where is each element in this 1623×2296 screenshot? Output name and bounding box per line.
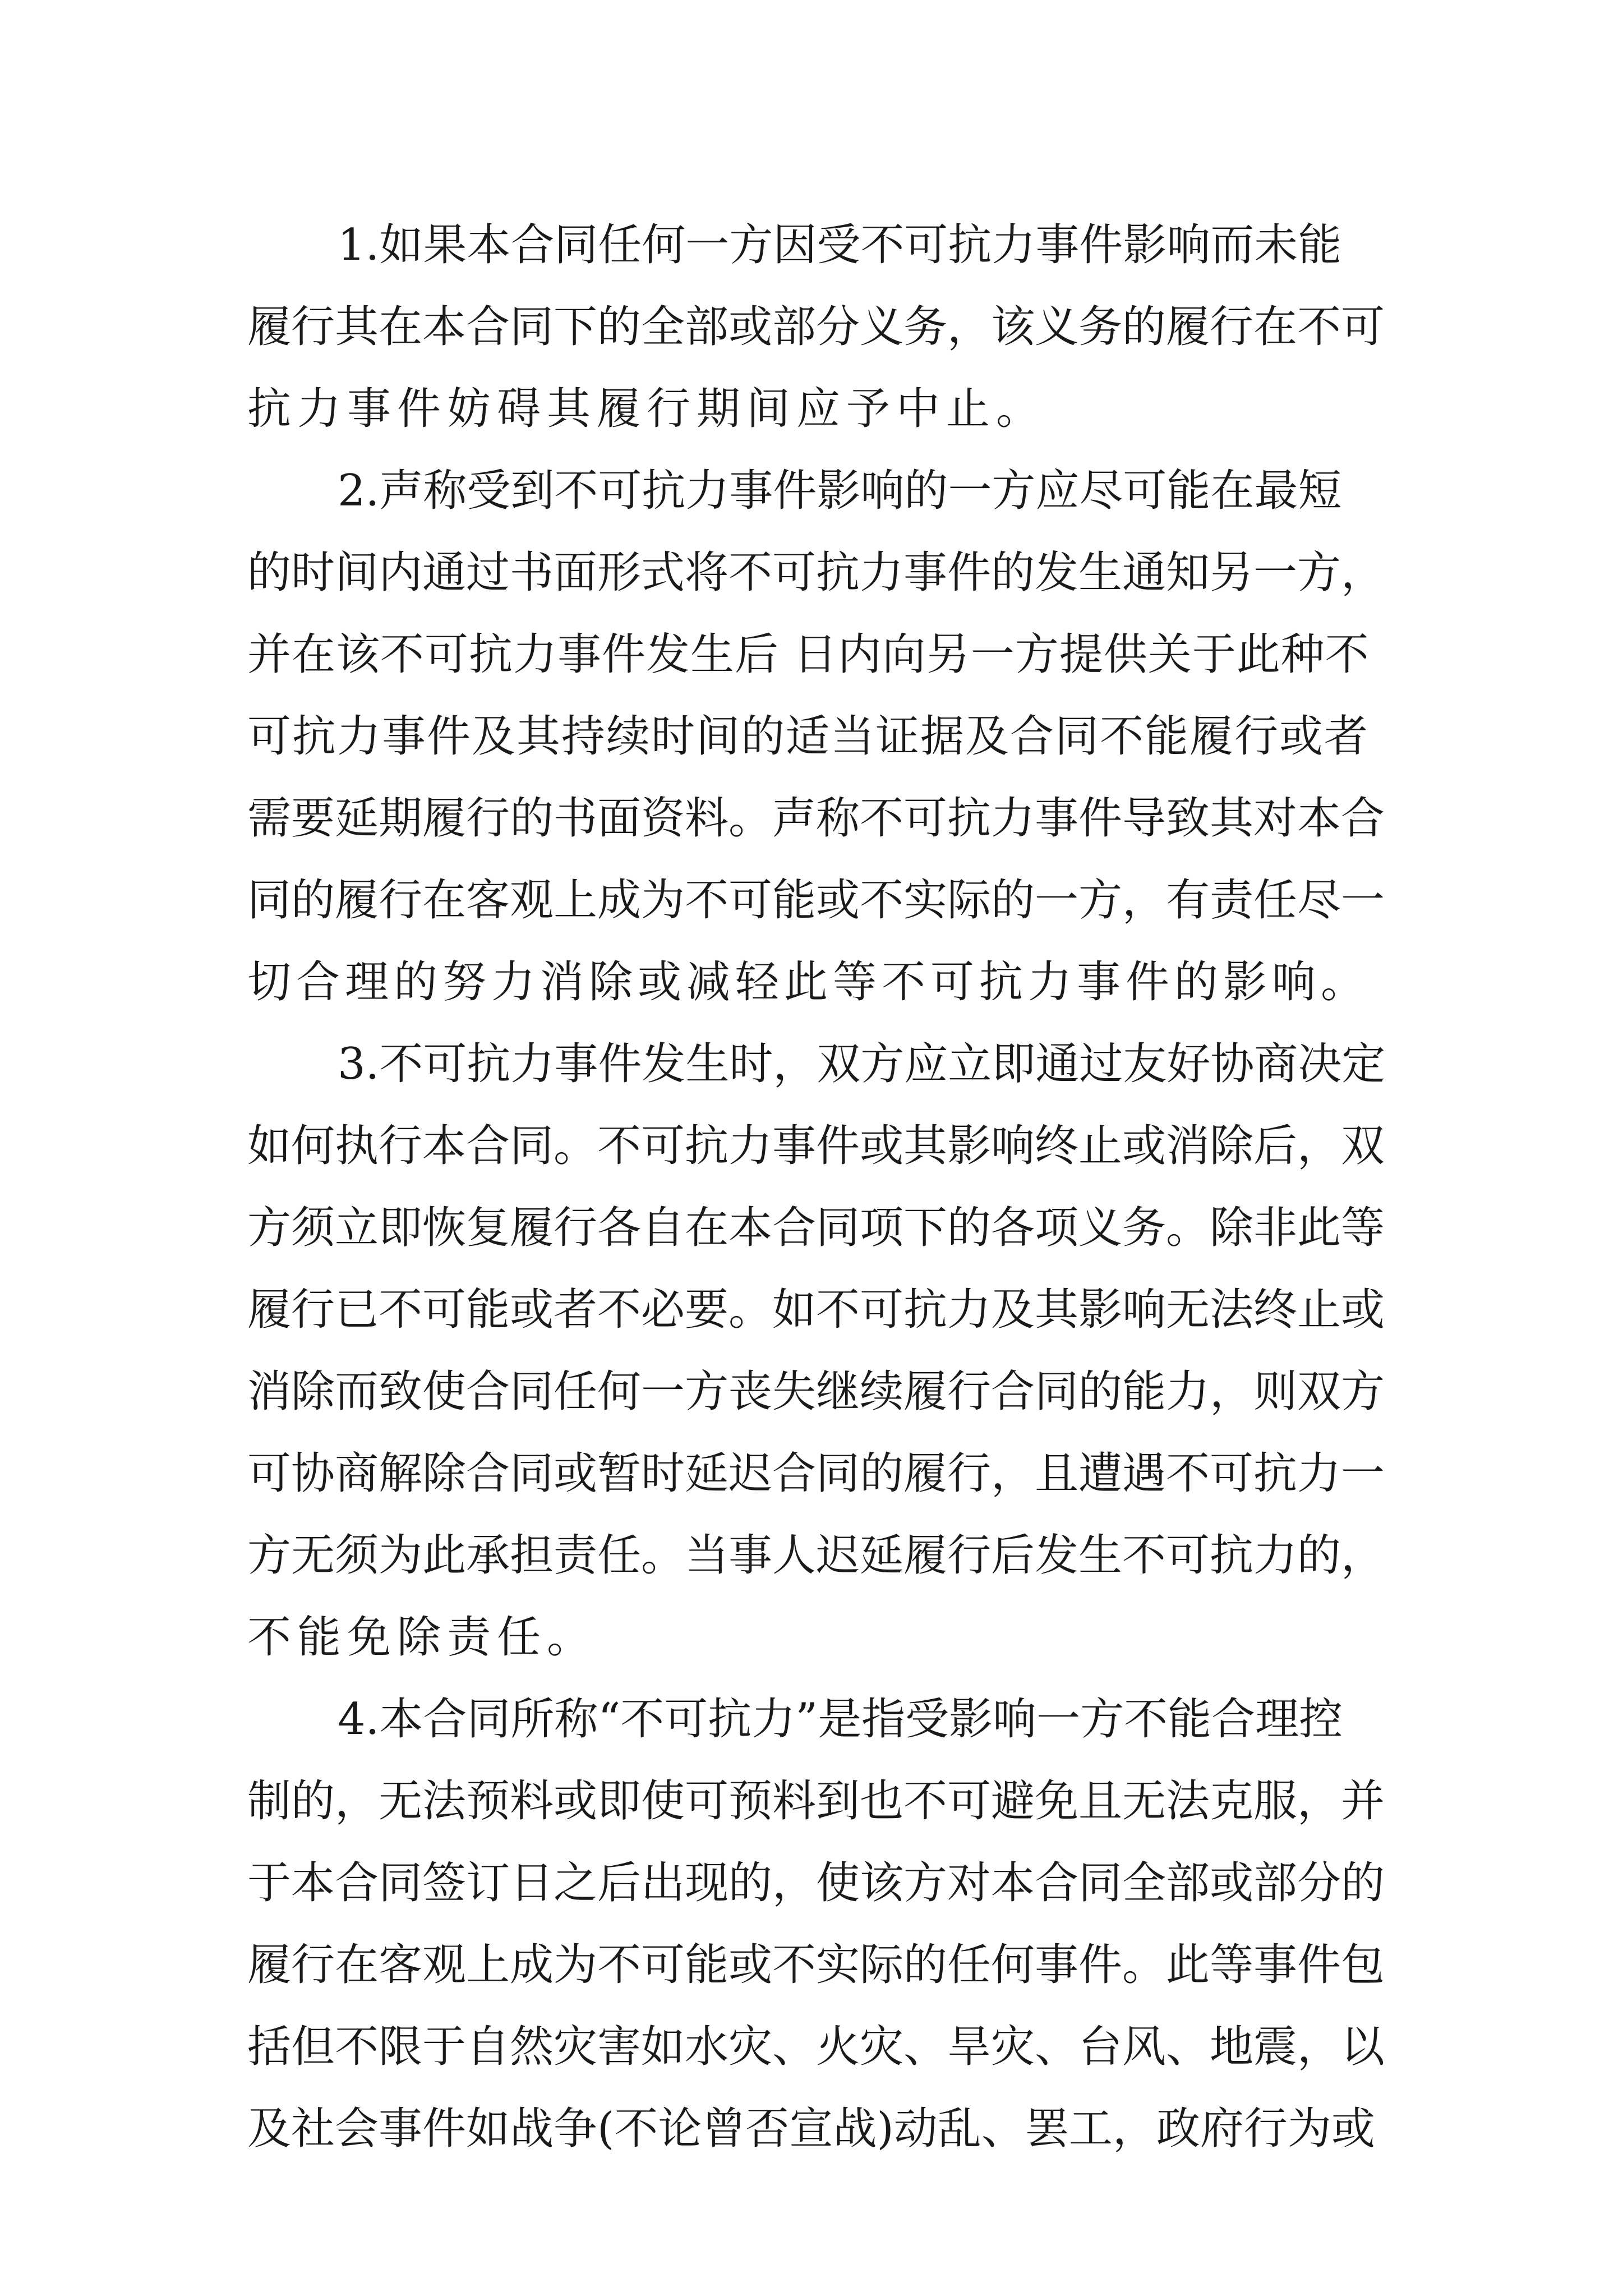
text-line: 履行已不可能或者不必要。如不可抗力及其影响无法终止或 xyxy=(247,1285,1385,1335)
text-line: 方须立即恢复履行各自在本合同项下的各项义务。除非此等 xyxy=(247,1203,1385,1253)
text-line: 4.本合同所称“不可抗力”是指受影响一方不能合理控 xyxy=(338,1694,1343,1745)
text-line: 消除而致使合同任何一方丧失继续履行合同的能力，则双方 xyxy=(247,1366,1385,1417)
text-line: 及社会事件如战争(不论曾否宣战)动乱、罢工，政府行为或 xyxy=(247,2104,1375,2154)
text-line: 切合理的努力消除或减轻此等不可抗力事件的影响。 xyxy=(247,957,1370,1007)
text-line: 3.不可抗力事件发生时，双方应立即通过友好协商决定 xyxy=(338,1039,1386,1089)
text-line: 抗力事件妨碍其履行期间应予中止。 xyxy=(247,384,1046,434)
text-line: 于本合同签订日之后出现的，使该方对本合同全部或部分的 xyxy=(247,1858,1385,1908)
text-line: 并在该不可抗力事件发生后 日内向另一方提供关于此种不 xyxy=(247,629,1370,680)
text-line: 的时间内通过书面形式将不可抗力事件的发生通知另一方， xyxy=(247,547,1385,598)
text-line: 制的，无法预料或即使可预料到也不可避免且无法克服，并 xyxy=(247,1776,1385,1826)
text-line: 2.声称受到不可抗力事件影响的一方应尽可能在最短 xyxy=(338,466,1342,516)
text-line: 括但不限于自然灾害如水灾、火灾、旱灾、台风、地震，以 xyxy=(247,2022,1385,2072)
text-line: 可协商解除合同或暂时延迟合同的履行，且遭遇不可抗力一 xyxy=(247,1448,1385,1499)
text-line: 同的履行在客观上成为不可能或不实际的一方，有责任尽一 xyxy=(247,875,1385,926)
text-line: 方无须为此承担责任。当事人迟延履行后发生不可抗力的， xyxy=(247,1530,1385,1581)
text-line: 需要延期履行的书面资料。声称不可抗力事件导致其对本合 xyxy=(247,793,1385,844)
text-line: 可抗力事件及其持续时间的适当证据及合同不能履行或者 xyxy=(247,711,1370,762)
text-line: 不能免除责任。 xyxy=(247,1612,597,1663)
text-line: 履行其在本合同下的全部或部分义务，该义务的履行在不可 xyxy=(247,302,1385,352)
text-line: 履行在客观上成为不可能或不实际的任何事件。此等事件包 xyxy=(247,1940,1385,1990)
text-line: 1.如果本合同任何一方因受不可抗力事件影响而未能 xyxy=(338,220,1342,270)
text-line: 如何执行本合同。不可抗力事件或其影响终止或消除后，双 xyxy=(247,1121,1385,1171)
